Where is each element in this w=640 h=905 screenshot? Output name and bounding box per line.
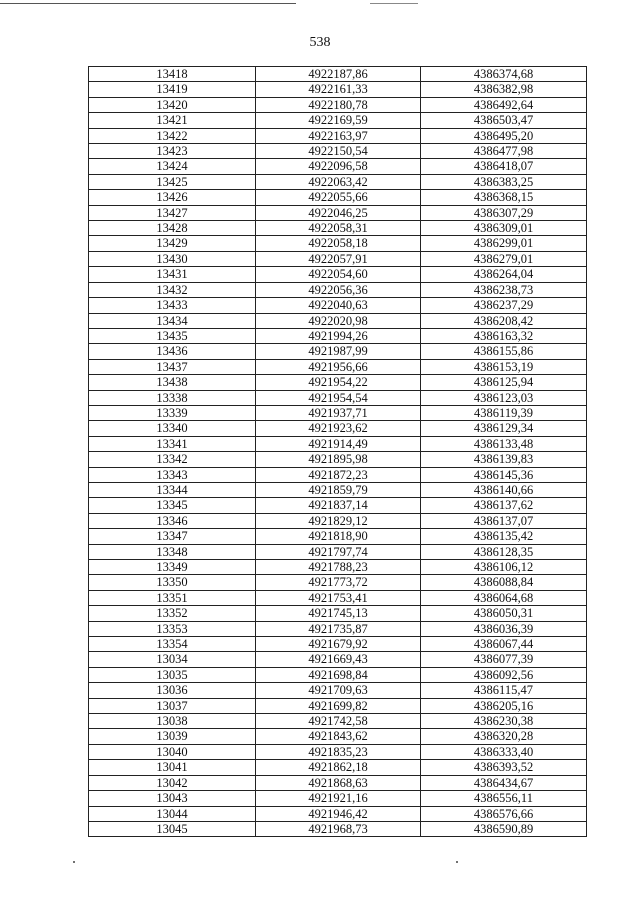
- table-row: [89, 452, 587, 467]
- point-number-cell: 13349: [89, 560, 256, 575]
- scan-top-rule: [0, 3, 296, 4]
- x-coordinate-cell: 4922054,60: [256, 267, 421, 282]
- table-row: [89, 82, 587, 97]
- y-coordinate-cell: 4386299,01: [421, 236, 587, 251]
- y-coordinate-cell: 4386383,25: [421, 174, 587, 189]
- x-coordinate-cell: 4922096,58: [256, 159, 421, 174]
- table-row: [89, 174, 587, 189]
- table-row: [89, 529, 587, 544]
- y-coordinate-cell: 4386495,20: [421, 128, 587, 143]
- coordinates-table: [88, 66, 587, 837]
- table-row: [89, 375, 587, 390]
- table-row: [89, 544, 587, 559]
- x-coordinate-cell: 4922056,36: [256, 282, 421, 297]
- y-coordinate-cell: 4386153,19: [421, 359, 587, 374]
- point-number-cell: 13429: [89, 236, 256, 251]
- y-coordinate-cell: 4386135,42: [421, 529, 587, 544]
- y-coordinate-cell: 4386590,89: [421, 821, 587, 836]
- x-coordinate-cell: 4921669,43: [256, 652, 421, 667]
- point-number-cell: 13430: [89, 251, 256, 266]
- x-coordinate-cell: 4922057,91: [256, 251, 421, 266]
- table-row: [89, 221, 587, 236]
- x-coordinate-cell: 4922040,63: [256, 298, 421, 313]
- x-coordinate-cell: 4922055,66: [256, 190, 421, 205]
- table-row: [89, 282, 587, 297]
- table-row: [89, 359, 587, 374]
- point-number-cell: 13428: [89, 221, 256, 236]
- x-coordinate-cell: 4922187,86: [256, 67, 421, 82]
- y-coordinate-cell: 4386230,38: [421, 714, 587, 729]
- table-row: [89, 390, 587, 405]
- y-coordinate-cell: 4386556,11: [421, 791, 587, 806]
- table-row: [89, 344, 587, 359]
- y-coordinate-cell: 4386393,52: [421, 760, 587, 775]
- x-coordinate-cell: 4921837,14: [256, 498, 421, 513]
- y-coordinate-cell: 4386374,68: [421, 67, 587, 82]
- point-number-cell: 13346: [89, 513, 256, 528]
- point-number-cell: 13435: [89, 328, 256, 343]
- y-coordinate-cell: 4386279,01: [421, 251, 587, 266]
- x-coordinate-cell: 4922058,18: [256, 236, 421, 251]
- x-coordinate-cell: 4921923,62: [256, 421, 421, 436]
- x-coordinate-cell: 4921773,72: [256, 575, 421, 590]
- table-row: [89, 251, 587, 266]
- x-coordinate-cell: 4921699,82: [256, 698, 421, 713]
- table-row: [89, 144, 587, 159]
- point-number-cell: 13418: [89, 67, 256, 82]
- table-row: [89, 267, 587, 282]
- point-number-cell: 13344: [89, 482, 256, 497]
- point-number-cell: 13422: [89, 128, 256, 143]
- x-coordinate-cell: 4921753,41: [256, 590, 421, 605]
- table-row: [89, 482, 587, 497]
- y-coordinate-cell: 4386307,29: [421, 205, 587, 220]
- x-coordinate-cell: 4921956,66: [256, 359, 421, 374]
- x-coordinate-cell: 4921921,16: [256, 791, 421, 806]
- y-coordinate-cell: 4386155,86: [421, 344, 587, 359]
- y-coordinate-cell: 4386088,84: [421, 575, 587, 590]
- point-number-cell: 13038: [89, 714, 256, 729]
- y-coordinate-cell: 4386434,67: [421, 775, 587, 790]
- scan-speck: [456, 861, 458, 863]
- x-coordinate-cell: 4922020,98: [256, 313, 421, 328]
- point-number-cell: 13436: [89, 344, 256, 359]
- table-row: [89, 714, 587, 729]
- table-row: [89, 236, 587, 251]
- x-coordinate-cell: 4921968,73: [256, 821, 421, 836]
- table-row: [89, 637, 587, 652]
- point-number-cell: 13434: [89, 313, 256, 328]
- table-row: [89, 421, 587, 436]
- point-number-cell: 13350: [89, 575, 256, 590]
- table-row: [89, 436, 587, 451]
- x-coordinate-cell: 4921742,58: [256, 714, 421, 729]
- y-coordinate-cell: 4386137,62: [421, 498, 587, 513]
- y-coordinate-cell: 4386320,28: [421, 729, 587, 744]
- table-row: [89, 67, 587, 82]
- x-coordinate-cell: 4921843,62: [256, 729, 421, 744]
- point-number-cell: 13438: [89, 375, 256, 390]
- point-number-cell: 13353: [89, 621, 256, 636]
- y-coordinate-cell: 4386119,39: [421, 405, 587, 420]
- point-number-cell: 13352: [89, 606, 256, 621]
- x-coordinate-cell: 4921895,98: [256, 452, 421, 467]
- point-number-cell: 13036: [89, 683, 256, 698]
- table-row: [89, 590, 587, 605]
- scan-speck: [73, 861, 75, 863]
- y-coordinate-cell: 4386208,42: [421, 313, 587, 328]
- point-number-cell: 13351: [89, 590, 256, 605]
- point-number-cell: 13339: [89, 405, 256, 420]
- table-row: [89, 513, 587, 528]
- point-number-cell: 13039: [89, 729, 256, 744]
- x-coordinate-cell: 4921788,23: [256, 560, 421, 575]
- x-coordinate-cell: 4921954,54: [256, 390, 421, 405]
- y-coordinate-cell: 4386492,64: [421, 97, 587, 112]
- y-coordinate-cell: 4386140,66: [421, 482, 587, 497]
- table-row: [89, 575, 587, 590]
- table-row: [89, 560, 587, 575]
- point-number-cell: 13035: [89, 667, 256, 682]
- x-coordinate-cell: 4922046,25: [256, 205, 421, 220]
- x-coordinate-cell: 4921797,74: [256, 544, 421, 559]
- x-coordinate-cell: 4921954,22: [256, 375, 421, 390]
- table-row: [89, 698, 587, 713]
- point-number-cell: 13354: [89, 637, 256, 652]
- x-coordinate-cell: 4921835,23: [256, 744, 421, 759]
- table-row: [89, 683, 587, 698]
- point-number-cell: 13040: [89, 744, 256, 759]
- y-coordinate-cell: 4386133,48: [421, 436, 587, 451]
- y-coordinate-cell: 4386129,34: [421, 421, 587, 436]
- y-coordinate-cell: 4386382,98: [421, 82, 587, 97]
- x-coordinate-cell: 4921859,79: [256, 482, 421, 497]
- y-coordinate-cell: 4386576,66: [421, 806, 587, 821]
- point-number-cell: 13341: [89, 436, 256, 451]
- table-row: [89, 667, 587, 682]
- point-number-cell: 13432: [89, 282, 256, 297]
- point-number-cell: 13424: [89, 159, 256, 174]
- point-number-cell: 13437: [89, 359, 256, 374]
- point-number-cell: 13342: [89, 452, 256, 467]
- point-number-cell: 13427: [89, 205, 256, 220]
- point-number-cell: 13034: [89, 652, 256, 667]
- y-coordinate-cell: 4386050,31: [421, 606, 587, 621]
- table-row: [89, 652, 587, 667]
- x-coordinate-cell: 4922058,31: [256, 221, 421, 236]
- point-number-cell: 13421: [89, 113, 256, 128]
- table-row: [89, 621, 587, 636]
- y-coordinate-cell: 4386077,39: [421, 652, 587, 667]
- y-coordinate-cell: 4386418,07: [421, 159, 587, 174]
- scan-top-rule-fragment: [370, 3, 418, 4]
- table-row: [89, 205, 587, 220]
- table-row: [89, 190, 587, 205]
- point-number-cell: 13348: [89, 544, 256, 559]
- y-coordinate-cell: 4386139,83: [421, 452, 587, 467]
- table-row: [89, 760, 587, 775]
- y-coordinate-cell: 4386036,39: [421, 621, 587, 636]
- y-coordinate-cell: 4386137,07: [421, 513, 587, 528]
- point-number-cell: 13347: [89, 529, 256, 544]
- y-coordinate-cell: 4386092,56: [421, 667, 587, 682]
- y-coordinate-cell: 4386503,47: [421, 113, 587, 128]
- x-coordinate-cell: 4922063,42: [256, 174, 421, 189]
- x-coordinate-cell: 4921914,49: [256, 436, 421, 451]
- x-coordinate-cell: 4921745,13: [256, 606, 421, 621]
- page-number: 538: [309, 35, 331, 50]
- x-coordinate-cell: 4921862,18: [256, 760, 421, 775]
- point-number-cell: 13425: [89, 174, 256, 189]
- point-number-cell: 13345: [89, 498, 256, 513]
- x-coordinate-cell: 4921735,87: [256, 621, 421, 636]
- x-coordinate-cell: 4921872,23: [256, 467, 421, 482]
- table-row: [89, 405, 587, 420]
- x-coordinate-cell: 4922161,33: [256, 82, 421, 97]
- y-coordinate-cell: 4386477,98: [421, 144, 587, 159]
- table-row: [89, 729, 587, 744]
- y-coordinate-cell: 4386163,32: [421, 328, 587, 343]
- x-coordinate-cell: 4921868,63: [256, 775, 421, 790]
- point-number-cell: 13433: [89, 298, 256, 313]
- x-coordinate-cell: 4922169,59: [256, 113, 421, 128]
- x-coordinate-cell: 4921679,92: [256, 637, 421, 652]
- point-number-cell: 13044: [89, 806, 256, 821]
- point-number-cell: 13045: [89, 821, 256, 836]
- x-coordinate-cell: 4921829,12: [256, 513, 421, 528]
- table-row: [89, 128, 587, 143]
- x-coordinate-cell: 4922150,54: [256, 144, 421, 159]
- table-row: [89, 113, 587, 128]
- y-coordinate-cell: 4386128,35: [421, 544, 587, 559]
- y-coordinate-cell: 4386067,44: [421, 637, 587, 652]
- table-row: [89, 328, 587, 343]
- y-coordinate-cell: 4386064,68: [421, 590, 587, 605]
- table-row: [89, 606, 587, 621]
- x-coordinate-cell: 4921698,84: [256, 667, 421, 682]
- x-coordinate-cell: 4922163,97: [256, 128, 421, 143]
- table-row: [89, 806, 587, 821]
- table-row: [89, 791, 587, 806]
- x-coordinate-cell: 4922180,78: [256, 97, 421, 112]
- table-row: [89, 298, 587, 313]
- y-coordinate-cell: 4386125,94: [421, 375, 587, 390]
- x-coordinate-cell: 4921946,42: [256, 806, 421, 821]
- point-number-cell: 13338: [89, 390, 256, 405]
- y-coordinate-cell: 4386106,12: [421, 560, 587, 575]
- y-coordinate-cell: 4386205,16: [421, 698, 587, 713]
- x-coordinate-cell: 4921709,63: [256, 683, 421, 698]
- x-coordinate-cell: 4921994,26: [256, 328, 421, 343]
- point-number-cell: 13037: [89, 698, 256, 713]
- x-coordinate-cell: 4921937,71: [256, 405, 421, 420]
- table-row: [89, 775, 587, 790]
- y-coordinate-cell: 4386123,03: [421, 390, 587, 405]
- y-coordinate-cell: 4386145,36: [421, 467, 587, 482]
- y-coordinate-cell: 4386264,04: [421, 267, 587, 282]
- point-number-cell: 13041: [89, 760, 256, 775]
- y-coordinate-cell: 4386115,47: [421, 683, 587, 698]
- table-row: [89, 313, 587, 328]
- table-row: [89, 97, 587, 112]
- point-number-cell: 13426: [89, 190, 256, 205]
- table-row: [89, 467, 587, 482]
- x-coordinate-cell: 4921818,90: [256, 529, 421, 544]
- point-number-cell: 13043: [89, 791, 256, 806]
- point-number-cell: 13042: [89, 775, 256, 790]
- table-row: [89, 821, 587, 836]
- coordinates-table-body: [89, 67, 587, 837]
- y-coordinate-cell: 4386309,01: [421, 221, 587, 236]
- y-coordinate-cell: 4386237,29: [421, 298, 587, 313]
- y-coordinate-cell: 4386238,73: [421, 282, 587, 297]
- y-coordinate-cell: 4386333,40: [421, 744, 587, 759]
- x-coordinate-cell: 4921987,99: [256, 344, 421, 359]
- table-row: [89, 159, 587, 174]
- table-row: [89, 498, 587, 513]
- point-number-cell: 13420: [89, 97, 256, 112]
- point-number-cell: 13343: [89, 467, 256, 482]
- point-number-cell: 13340: [89, 421, 256, 436]
- y-coordinate-cell: 4386368,15: [421, 190, 587, 205]
- point-number-cell: 13423: [89, 144, 256, 159]
- point-number-cell: 13419: [89, 82, 256, 97]
- point-number-cell: 13431: [89, 267, 256, 282]
- table-row: [89, 744, 587, 759]
